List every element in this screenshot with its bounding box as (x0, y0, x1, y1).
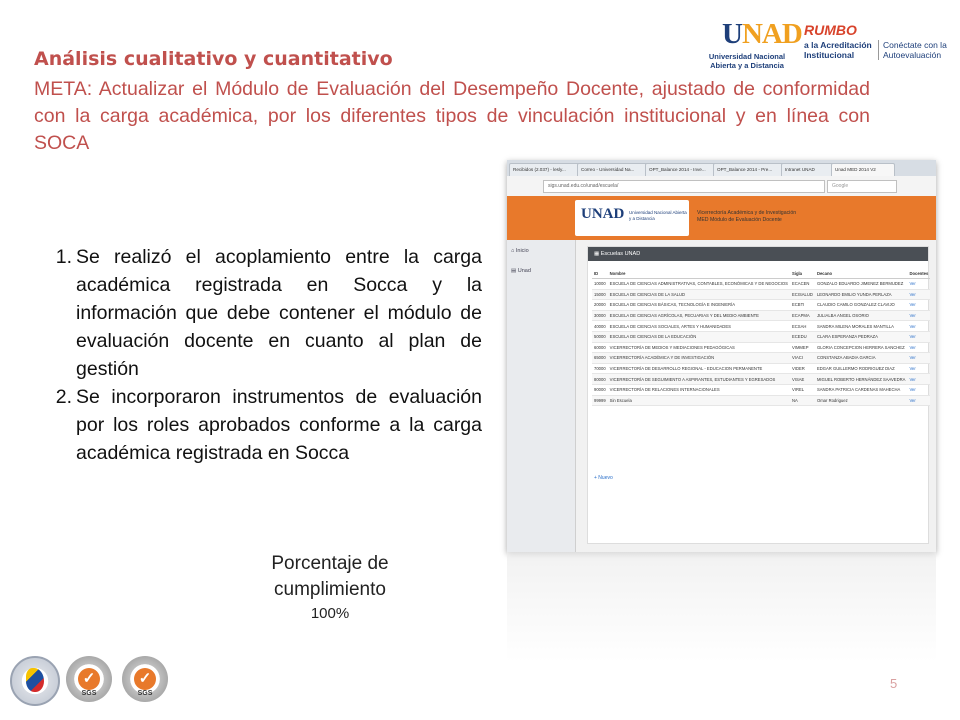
list-icon: ▦ (594, 251, 601, 257)
table-row (592, 331, 930, 342)
colombia-seal-logo (10, 656, 60, 706)
rumbo-acreditacion-logo (804, 22, 954, 72)
home-icon: ⌂ (511, 248, 516, 254)
table-cell: ECSAH (790, 321, 815, 332)
check-icon: ✓ (78, 668, 100, 690)
table-cell: 40000 (592, 321, 608, 332)
table-cell: 60000 (592, 342, 608, 353)
table-cell: VISAE (790, 374, 815, 385)
table-cell: Sin Escuela (608, 395, 790, 406)
browser-toolbar (507, 176, 936, 197)
page-number: 5 (890, 676, 898, 691)
view-link[interactable]: Ver (907, 310, 930, 321)
achievements-list (34, 243, 482, 467)
view-link[interactable]: Ver (907, 384, 930, 395)
table-cell: ESCUELA DE CIENCIAS BÁSICAS, TECNOLOGÍA E INGENIERÍA (608, 300, 790, 311)
table-cell: 90000 (592, 384, 608, 395)
view-link[interactable]: Ver (907, 321, 930, 332)
table-cell: SANDRA MILENA MORALES MANTILLA (815, 321, 908, 332)
schools-panel (587, 246, 929, 544)
column-header[interactable]: Sigla (790, 269, 815, 279)
chart-icon: ▤ (511, 268, 518, 274)
table-cell: 65000 (592, 353, 608, 364)
table-cell: LEONARDO EMILIO YUNDA PERLAZA (815, 289, 908, 300)
table-cell: GONZALO EDUARDO JIMENEZ BERMUDEZ (815, 279, 908, 290)
new-school-link[interactable]: + Nuevo (594, 475, 613, 481)
table-header-row (592, 269, 930, 279)
table-cell: 99999 (592, 395, 608, 406)
list-item (34, 383, 482, 467)
view-link[interactable]: Ver (907, 279, 930, 290)
table-cell: EDGAR GUILLERMO RODRIGUEZ DIAZ (815, 363, 908, 374)
app-sidebar (507, 240, 576, 552)
browser-tab[interactable]: Correo - Universidad Na... (577, 163, 649, 177)
list-item-number: 2. (55, 386, 72, 408)
table-cell: 80000 (592, 374, 608, 385)
table-cell: VIREL (790, 384, 815, 395)
table-row (592, 321, 930, 332)
address-bar[interactable]: sigs.unad.edu.co/unad/escuela/ (543, 180, 825, 193)
view-link[interactable]: Ver (907, 342, 930, 353)
browser-tab[interactable]: Intranet UNAD (781, 163, 835, 177)
embedded-screenshot (507, 160, 936, 552)
schools-panel-header: ▦ Escuelas UNAD (588, 247, 928, 261)
table-cell: VIACI (790, 353, 815, 364)
table-cell: VICERRECTORÍA ACADÉMICA Y DE INVESTIGACIÓN (608, 353, 790, 364)
sgs-certification-logo: ✓ SGS (122, 656, 168, 702)
check-icon: ✓ (134, 668, 156, 690)
browser-tab[interactable]: Recibidos (2.037) - lesly... (509, 163, 581, 177)
table-row (592, 300, 930, 311)
table-cell: ESCUELA DE CIENCIAS DE LA SALUD (608, 289, 790, 300)
table-cell: MIGUEL ROBERTO HERNÁNDEZ SAAVEDRA (815, 374, 908, 385)
view-link[interactable]: Ver (907, 300, 930, 311)
slide-subtitle: Análisis cualitativo y cuantitativo (34, 48, 393, 70)
table-row (592, 374, 930, 385)
unad-logo-caption: Universidad Nacional Abierta y a Distancia (708, 52, 786, 70)
table-cell: 50000 (592, 331, 608, 342)
table-cell: JULIALBA ANGEL OSORIO (815, 310, 908, 321)
app-header-logo (575, 200, 689, 236)
column-header[interactable]: Docentes (907, 269, 930, 279)
completion-label-line1: Porcentaje de (271, 553, 389, 574)
table-cell: CLAUDIO CAMILO GONZALEZ CLAVIJO (815, 300, 908, 311)
acreditacion-caption: a la Acreditación Institucional (804, 40, 872, 60)
conectate-caption: Conéctate con la Autoevaluación (878, 40, 947, 60)
table-cell: ECEDU (790, 331, 815, 342)
unad-logo-word: UNAD (722, 18, 802, 50)
table-cell: VICERRECTORÍA DE DESARROLLO REGIONAL - EDUCACION PERMANENTE (608, 363, 790, 374)
table-cell: VICERRECTORÍA DE SEGUIMIENTO A ASPIRANTES, ESTUDIANTES Y EGRESADOS (608, 374, 790, 385)
table-cell: VICERRECTORÍA DE MEDIOS Y MEDIACIONES PEDAGÓGICAS (608, 342, 790, 353)
table-cell: ECACEN (790, 279, 815, 290)
app-logo-caption: Universidad Nacional Abierta y a Distancia (629, 210, 687, 221)
completion-value: 100% (310, 605, 350, 622)
list-item-text: Se incorporaron instrumentos de evaluación por los roles aprobados conforme a la carga académica registrada en Socca (76, 386, 482, 464)
table-cell: VIMMEP (790, 342, 815, 353)
table-cell: Omar Rodriguez (815, 395, 908, 406)
browser-search-box[interactable]: Google (827, 180, 897, 193)
sgs-certification-logo: ✓ SGS (66, 656, 112, 702)
table-row (592, 384, 930, 395)
view-link[interactable]: Ver (907, 353, 930, 364)
table-cell: SANDRA PATRICIA CARDENAS MAHECHA (815, 384, 908, 395)
table-cell: ECBTI (790, 300, 815, 311)
table-cell: VIDER (790, 363, 815, 374)
sidebar-item-unad[interactable]: ▤ Unad (511, 268, 531, 274)
table-row (592, 395, 930, 406)
table-row (592, 310, 930, 321)
table-row (592, 363, 930, 374)
table-cell: 30000 (592, 310, 608, 321)
list-item-number: 1. (55, 246, 72, 268)
completion-percentage (230, 551, 430, 622)
completion-label-line2: cumplimiento (274, 579, 386, 600)
column-header[interactable]: ID (592, 269, 608, 279)
rumbo-word: RUMBO (804, 22, 857, 38)
table-cell: ESCUELA DE CIENCIAS SOCIALES, ARTES Y HUMANIDADES (608, 321, 790, 332)
column-header[interactable]: Decano (815, 269, 908, 279)
app-logo-word: UNAD (581, 206, 625, 222)
view-link[interactable]: Ver (907, 289, 930, 300)
list-item (34, 243, 482, 383)
browser-tab[interactable]: OPT_Balance 2014 - Pre... (713, 163, 785, 177)
table-cell: ECAPMA (790, 310, 815, 321)
table-cell: 15000 (592, 289, 608, 300)
sidebar-item-inicio[interactable]: ⌂ Inicio (511, 248, 529, 254)
view-link[interactable]: Ver (907, 363, 930, 374)
table-cell: GLORIA CONCEPCION HERRERA SANCHEZ (815, 342, 908, 353)
browser-tab-active[interactable]: Unad MED 2014 V2 (831, 163, 895, 177)
list-item-text: Se realizó el acoplamiento entre la carga académica registrada en Socca y la información que debe contener el módulo de evaluación docente en cuanto al plan de gestión (76, 246, 482, 380)
table-cell: CONSTANZA ABADIA GARCIA (815, 353, 908, 364)
table-cell: ESCUELA DE CIENCIAS ADMINISTRATIVAS, CONTABLES, ECONÓMICAS Y DE NEGOCIOS (608, 279, 790, 290)
table-cell: ESCUELA DE CIENCIAS AGRÍCOLAS, PECUARIAS Y DEL MEDIO AMBIENTE (608, 310, 790, 321)
table-cell: 20000 (592, 300, 608, 311)
column-header[interactable]: Nombre (608, 269, 790, 279)
table-row (592, 353, 930, 364)
table-cell: NA (790, 395, 815, 406)
view-link[interactable]: Ver (907, 395, 930, 406)
table-cell: ECISALUD (790, 289, 815, 300)
browser-tab[interactable]: OPT_Balance 2014 - Inve... (645, 163, 717, 177)
browser-tab-strip (507, 160, 936, 176)
table-cell: CLARA ESPERANZA PEDRAZA (815, 331, 908, 342)
table-row (592, 342, 930, 353)
unad-logo (700, 12, 802, 72)
view-link[interactable]: Ver (907, 374, 930, 385)
table-cell: 10000 (592, 279, 608, 290)
table-cell: 70000 (592, 363, 608, 374)
screenshot-reflection (507, 552, 936, 662)
view-link[interactable]: Ver (907, 331, 930, 342)
table-cell: VICERRECTORÍA DE RELACIONES INTERNACIONALES (608, 384, 790, 395)
app-header-title: Vicerrectoría Académica y de Investigación MED Módulo de Evaluación Docente (697, 210, 797, 223)
table-row (592, 289, 930, 300)
colombia-map-icon (26, 668, 44, 692)
goal-statement: META: Actualizar el Módulo de Evaluación del Desempeño Docente, ajustado de conformidad con la carga académica, por los diferentes tipos de vinculación institucional y en línea con SOCA (34, 78, 870, 154)
table-row (592, 279, 930, 290)
schools-table (592, 269, 930, 406)
table-cell: ESCUELA DE CIENCIAS DE LA EDUCACIÓN (608, 331, 790, 342)
